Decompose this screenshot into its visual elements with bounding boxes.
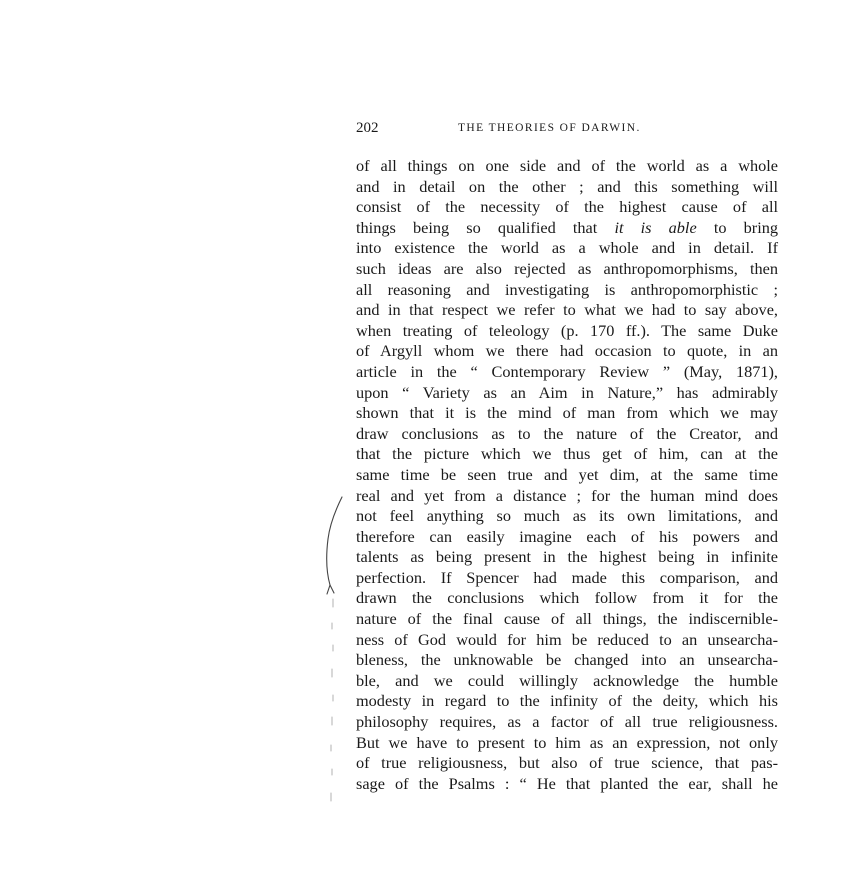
- text-line: that the picture which we thus get of him, can at the: [356, 444, 778, 464]
- text-line: and in detail on the other ; and this something will: [356, 176, 778, 196]
- text-line: consist of the necessity of the highest cause of all: [356, 197, 778, 217]
- text-line: talents as being present in the highest being in infinite: [356, 547, 778, 567]
- italic-phrase: it is able: [614, 217, 697, 237]
- text-line: of all things on one side and of the world as a whole: [356, 156, 778, 175]
- text-line: shown that it is the mind of man from which we may: [356, 403, 778, 423]
- text-line: when treating of teleology (p. 170 ff.). The same Duke: [356, 320, 778, 340]
- text-line: perfection. If Spencer had made this comparison, and: [356, 567, 778, 587]
- text-line: such ideas are also rejected as anthropomorphisms, then: [356, 258, 778, 278]
- text-line: draw conclusions as to the nature of the Creator, and: [356, 423, 778, 443]
- text-line: upon “ Variety as an Aim in Nature,” has admirably: [356, 382, 778, 402]
- text-line: philosophy requires, as a factor of all true religiousness.: [356, 712, 778, 732]
- text-line: and in that respect we refer to what we had to say above,: [356, 300, 778, 320]
- text-line: ness of God would for him be reduced to an unsearcha-: [356, 629, 778, 649]
- text-line: But we have to present to him as an expression, not only: [356, 732, 778, 752]
- running-title: THE THEORIES OF DARWIN.: [458, 122, 641, 134]
- running-head: [356, 120, 778, 140]
- text-line: ble, and we could willingly acknowledge the humble: [356, 670, 778, 690]
- text-line: drawn the conclusions which follow from it for the: [356, 588, 778, 608]
- page-number: 202: [356, 120, 379, 136]
- text-line: of true religiousness, but also of true science, that pas-: [356, 753, 778, 773]
- text-segment: things being so qualified that: [356, 217, 615, 237]
- text-line: modesty in regard to the infinity of the deity, which his: [356, 691, 778, 711]
- text-line: article in the “ Contemporary Review ” (May, 1871),: [356, 361, 778, 381]
- text-line: bleness, the unknowable be changed into an unsearcha-: [356, 650, 778, 670]
- text-line: into existence the world as a whole and in detail. If: [356, 238, 778, 258]
- text-line: [356, 218, 778, 239]
- text-line: of Argyll whom we there had occasion to quote, in an: [356, 341, 778, 361]
- text-line: not feel anything so much as its own limitations, and: [356, 506, 778, 526]
- text-line: nature of the final cause of all things, the indiscernible-: [356, 609, 778, 629]
- text-segment: to bring: [696, 217, 779, 237]
- text-line: therefore can easily imagine each of his powers and: [356, 526, 778, 546]
- text-line: real and yet from a distance ; for the human mind does: [356, 485, 778, 505]
- body-text: [356, 156, 778, 794]
- margin-pencil-mark: [318, 495, 348, 815]
- text-line: same time be seen true and yet dim, at the same time: [356, 464, 778, 484]
- text-line: all reasoning and investigating is anthropomorphistic ;: [356, 279, 778, 299]
- text-line: sage of the Psalms : “ He that planted the ear, shall he: [356, 773, 778, 793]
